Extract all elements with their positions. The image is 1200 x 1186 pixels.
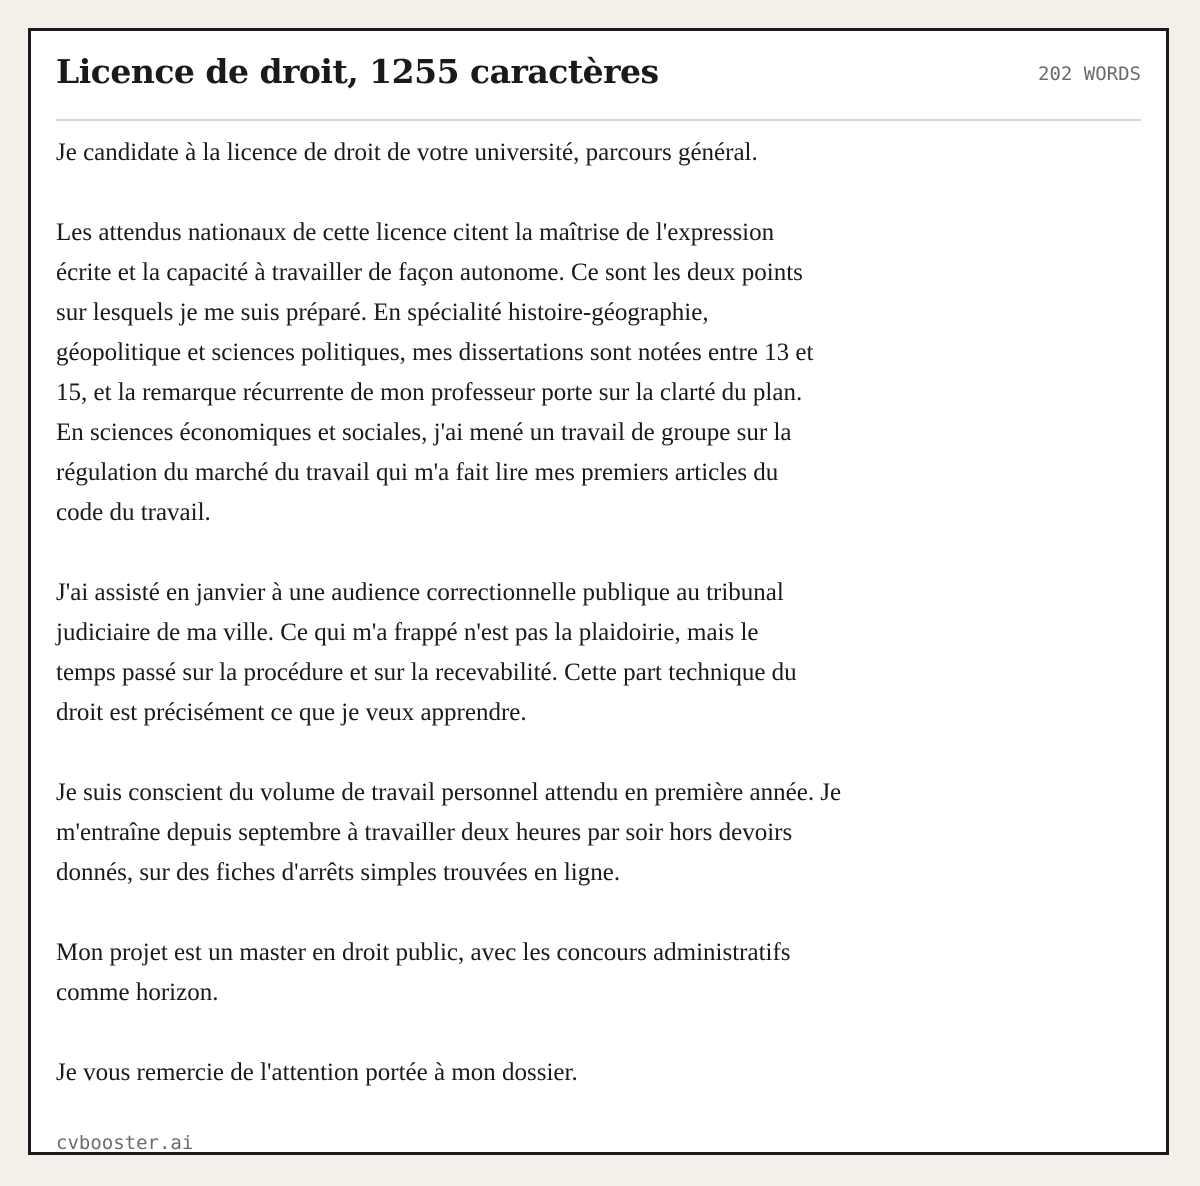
paragraph-preparation: Les attendus nationaux de cette licence citent la maîtrise de l'expression écrite et la capacité à travailler de façon autonome. Ce sont les deux points sur lesquels je me suis préparé. En spécialité histoire-géographie, géopolitique et sciences politiques, mes dissertations sont notées entre 13 et 15, et la remarque récurrente de mon professeur porte sur la clarté du plan. En sciences économiques et sociales, j'ai mené un travail de groupe sur la régulation du marché du travail qui m'a fait lire mes premiers articles du code du travail. (56, 219, 814, 526)
paragraph-closing: Je vous remercie de l'attention portée à mon dossier. (56, 1059, 578, 1086)
letter-header (56, 31, 1141, 121)
paragraph-court-hearing: J'ai assisté en janvier à une audience correctionnelle publique au tribunal judiciaire de ma ville. Ce qui m'a frappé n'est pas la plaidoirie, mais le temps passé sur la procédure et sur la recevabilité. Cette part technique du droit est précisément ce que je veux apprendre. (56, 579, 797, 726)
footer-brand: cvbooster.ai (56, 1132, 194, 1154)
paragraph-intro: Je candidate à la licence de droit de votre université, parcours général. (56, 139, 758, 166)
word-count-badge: 202 WORDS (1038, 63, 1141, 85)
paragraph-workload: Je suis conscient du volume de travail personnel attendu en première année. Je m'entraîne depuis septembre à travailler deux heures par soir hors devoirs donnés, sur des fiches d'arrêts simples trouvées en ligne. (56, 779, 842, 886)
letter-card (28, 28, 1169, 1155)
letter-body (56, 133, 1046, 1133)
paragraph-project: Mon projet est un master en droit public, avec les concours administratifs comme horizon. (56, 939, 791, 1006)
page-title: Licence de droit, 1255 caractères (56, 52, 659, 91)
